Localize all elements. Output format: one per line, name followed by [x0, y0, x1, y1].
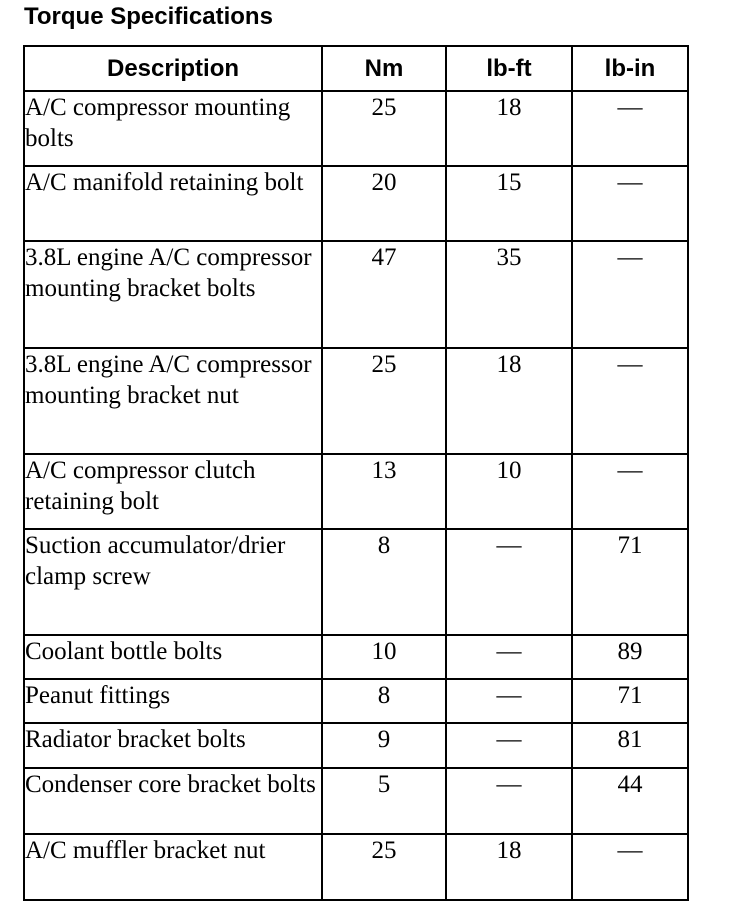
- lb-in-cell: —: [572, 241, 688, 348]
- lb-ft-cell: 10: [446, 454, 572, 529]
- lb-ft-cell: —: [446, 679, 572, 723]
- lb-ft-cell: 15: [446, 166, 572, 241]
- lb-in-cell: —: [572, 91, 688, 166]
- nm-cell: 9: [322, 723, 446, 768]
- lb-in-cell: 81: [572, 723, 688, 768]
- torque-spec-table: [23, 45, 689, 901]
- nm-cell: 25: [322, 91, 446, 166]
- description-cell: A/C compressor clutch retaining bolt: [24, 454, 322, 529]
- column-header-description: Description: [24, 46, 322, 91]
- description-cell: 3.8L engine A/C compressor mounting bracket bolts: [24, 241, 322, 348]
- description-cell: Suction accumulator/drier clamp screw: [24, 529, 322, 635]
- lb-in-cell: 89: [572, 635, 688, 679]
- lb-ft-cell: 18: [446, 91, 572, 166]
- table-row: [24, 166, 688, 241]
- lb-ft-cell: —: [446, 529, 572, 635]
- description-cell: Condenser core bracket bolts: [24, 768, 322, 834]
- lb-in-cell: —: [572, 348, 688, 454]
- nm-cell: 10: [322, 635, 446, 679]
- lb-ft-cell: 35: [446, 241, 572, 348]
- table-row: [24, 348, 688, 454]
- lb-in-cell: 71: [572, 529, 688, 635]
- lb-in-cell: 71: [572, 679, 688, 723]
- description-cell: Peanut fittings: [24, 679, 322, 723]
- nm-cell: 5: [322, 768, 446, 834]
- lb-in-cell: —: [572, 166, 688, 241]
- description-cell: Coolant bottle bolts: [24, 635, 322, 679]
- lb-ft-cell: —: [446, 723, 572, 768]
- table-row: [24, 241, 688, 348]
- lb-in-cell: —: [572, 834, 688, 900]
- table-row: [24, 768, 688, 834]
- nm-cell: 47: [322, 241, 446, 348]
- nm-cell: 8: [322, 679, 446, 723]
- page-title: Torque Specifications: [24, 3, 273, 30]
- lb-ft-cell: —: [446, 768, 572, 834]
- lb-ft-cell: 18: [446, 348, 572, 454]
- lb-in-cell: —: [572, 454, 688, 529]
- nm-cell: 13: [322, 454, 446, 529]
- nm-cell: 25: [322, 834, 446, 900]
- lb-ft-cell: —: [446, 635, 572, 679]
- lb-in-cell: 44: [572, 768, 688, 834]
- column-header-lb-ft: lb-ft: [446, 46, 572, 91]
- description-cell: 3.8L engine A/C compressor mounting bracket nut: [24, 348, 322, 454]
- description-cell: A/C compressor mounting bolts: [24, 91, 322, 166]
- column-header-nm: Nm: [322, 46, 446, 91]
- table-row: [24, 679, 688, 723]
- table-row: [24, 91, 688, 166]
- table-row: [24, 723, 688, 768]
- table-row: [24, 454, 688, 529]
- table-header-row: [24, 46, 688, 91]
- nm-cell: 20: [322, 166, 446, 241]
- table-row: [24, 529, 688, 635]
- table-row: [24, 635, 688, 679]
- description-cell: A/C muffler bracket nut: [24, 834, 322, 900]
- nm-cell: 8: [322, 529, 446, 635]
- description-cell: Radiator bracket bolts: [24, 723, 322, 768]
- lb-ft-cell: 18: [446, 834, 572, 900]
- table-row: [24, 834, 688, 900]
- description-cell: A/C manifold retaining bolt: [24, 166, 322, 241]
- column-header-lb-in: lb-in: [572, 46, 688, 91]
- nm-cell: 25: [322, 348, 446, 454]
